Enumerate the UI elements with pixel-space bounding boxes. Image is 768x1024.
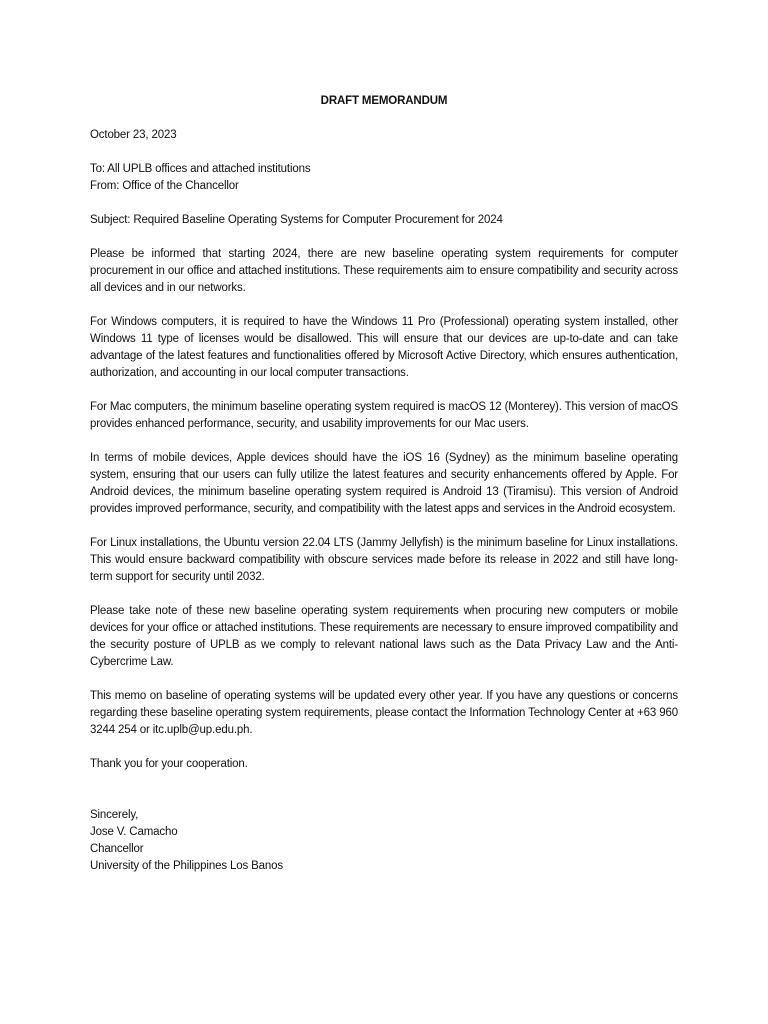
- signature-position: Chancellor: [90, 843, 144, 855]
- paragraph-intro: Please be informed that starting 2024, there are new baseline operating system requirements for computer procurement in our office and attached institutions. These requirements aim to ensure compatibility and security across all devices and in our networks.: [90, 248, 678, 294]
- memo-title: DRAFT MEMORANDUM: [320, 95, 448, 107]
- paragraph-contact: This memo on baseline of operating systems will be updated every other year. If you have any questions or concerns regarding these baseline operating system requirements, please contact the Information Technology Center at +63 960 3244 254 or itc.uplb@up.edu.ph.: [90, 690, 678, 736]
- signature-block: [90, 807, 678, 875]
- paragraph-mobile: In terms of mobile devices, Apple devices should have the iOS 16 (Sydney) as the minimum baseline operating system, ensuring that our users can fully utilize the latest features and security enhancements offered by Apple. For Android devices, the minimum baseline operating system required is Android 13 (Tiramisu). This version of Android provides improved performance, security, and compatibility with the latest apps and services in the Android ecosystem.: [90, 452, 678, 515]
- memo-date: October 23, 2023: [90, 129, 177, 141]
- paragraph-windows: For Windows computers, it is required to have the Windows 11 Pro (Professional) operating system installed, other Windows 11 type of licenses would be disallowed. This will ensure that our devices are up-to-date and can take advantage of the latest features and functionalities offered by Microsoft Active Directory, which ensures authentication, authorization, and accounting in our local computer transactions.: [90, 316, 678, 379]
- spacer: [90, 790, 678, 807]
- paragraph-linux: For Linux installations, the Ubuntu version 22.04 LTS (Jammy Jellyfish) is the minimum baseline for Linux installations. This would ensure backward compatibility with obscure services made before its release in 2022 and still have long-term support for security until 2032.: [90, 537, 678, 583]
- paragraph-procurement-note: Please take note of these new baseline operating system requirements when procuring new computers or mobile devices for your office or attached institutions. These requirements are necessary to ensure improved compatibility and the security posture of UPLB as we comply to relevant national laws such as the Data Privacy Law and the Anti-Cybercrime Law.: [90, 605, 678, 668]
- signature-institution: University of the Philippines Los Banos: [90, 860, 283, 872]
- signature-name: Jose V. Camacho: [90, 826, 178, 838]
- memo-to: To: All UPLB offices and attached institutions: [90, 163, 311, 175]
- paragraph-mac: For Mac computers, the minimum baseline operating system required is macOS 12 (Monterey). This version of macOS provides enhanced performance, security, and usability improvements for our Mac users.: [90, 401, 678, 430]
- paragraph-thanks: Thank you for your cooperation.: [90, 758, 248, 770]
- memo-body: [90, 93, 678, 875]
- memo-header: [90, 161, 678, 195]
- signature-closing: Sincerely,: [90, 809, 139, 821]
- memo-from: From: Office of the Chancellor: [90, 180, 239, 192]
- memo-subject: Subject: Required Baseline Operating Systems for Computer Procurement for 2024: [90, 214, 503, 226]
